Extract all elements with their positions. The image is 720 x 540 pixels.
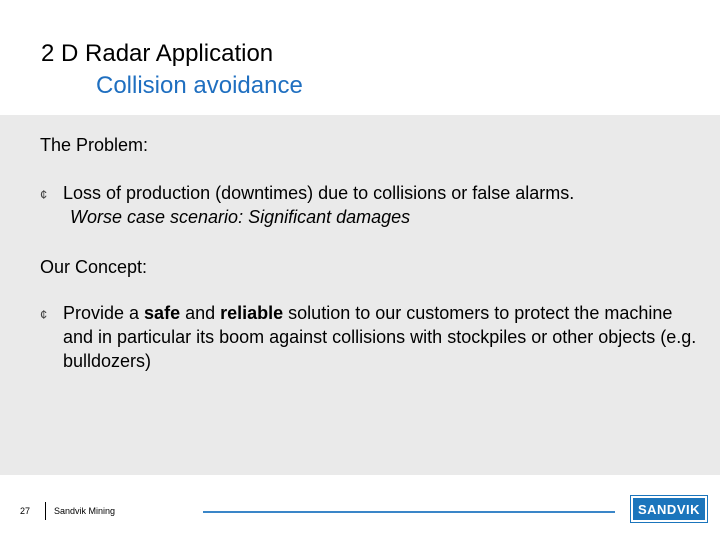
concept-bold-safe: safe [144, 303, 181, 323]
problem-heading: The Problem: [40, 135, 149, 155]
problem-bullet [63, 181, 703, 229]
slide-header [0, 0, 720, 115]
bullet-icon: ¢ [40, 307, 48, 322]
problem-bullet-line2: Worse case scenario: Significant damages [70, 207, 411, 227]
slide-subtitle: Collision avoidance [96, 72, 303, 99]
company-name: Sandvik Mining [54, 506, 116, 516]
bullet-icon: ¢ [40, 187, 48, 202]
slide-title: 2 D Radar Application [41, 40, 274, 67]
page-number: 27 [20, 506, 31, 516]
content-panel [0, 115, 720, 475]
sandvik-logo [631, 496, 707, 522]
concept-bullet [63, 301, 703, 373]
footer-rule [203, 511, 615, 513]
concept-bold-reliable: reliable [220, 303, 284, 323]
concept-text-2: and [180, 303, 221, 323]
concept-heading: Our Concept: [40, 257, 148, 277]
slide-footer [0, 475, 720, 540]
problem-bullet-line1: Loss of production (downtimes) due to collisions or false alarms. [63, 183, 575, 203]
footer-divider [45, 502, 46, 520]
concept-text-1: Provide a [63, 303, 145, 323]
concept-text-3: solution to our customers to protect the machine and in particular its boom against collisions with stockpiles or other objects (e.g. bulldozers) [63, 303, 697, 371]
logo-text: SANDVIK [637, 501, 700, 517]
